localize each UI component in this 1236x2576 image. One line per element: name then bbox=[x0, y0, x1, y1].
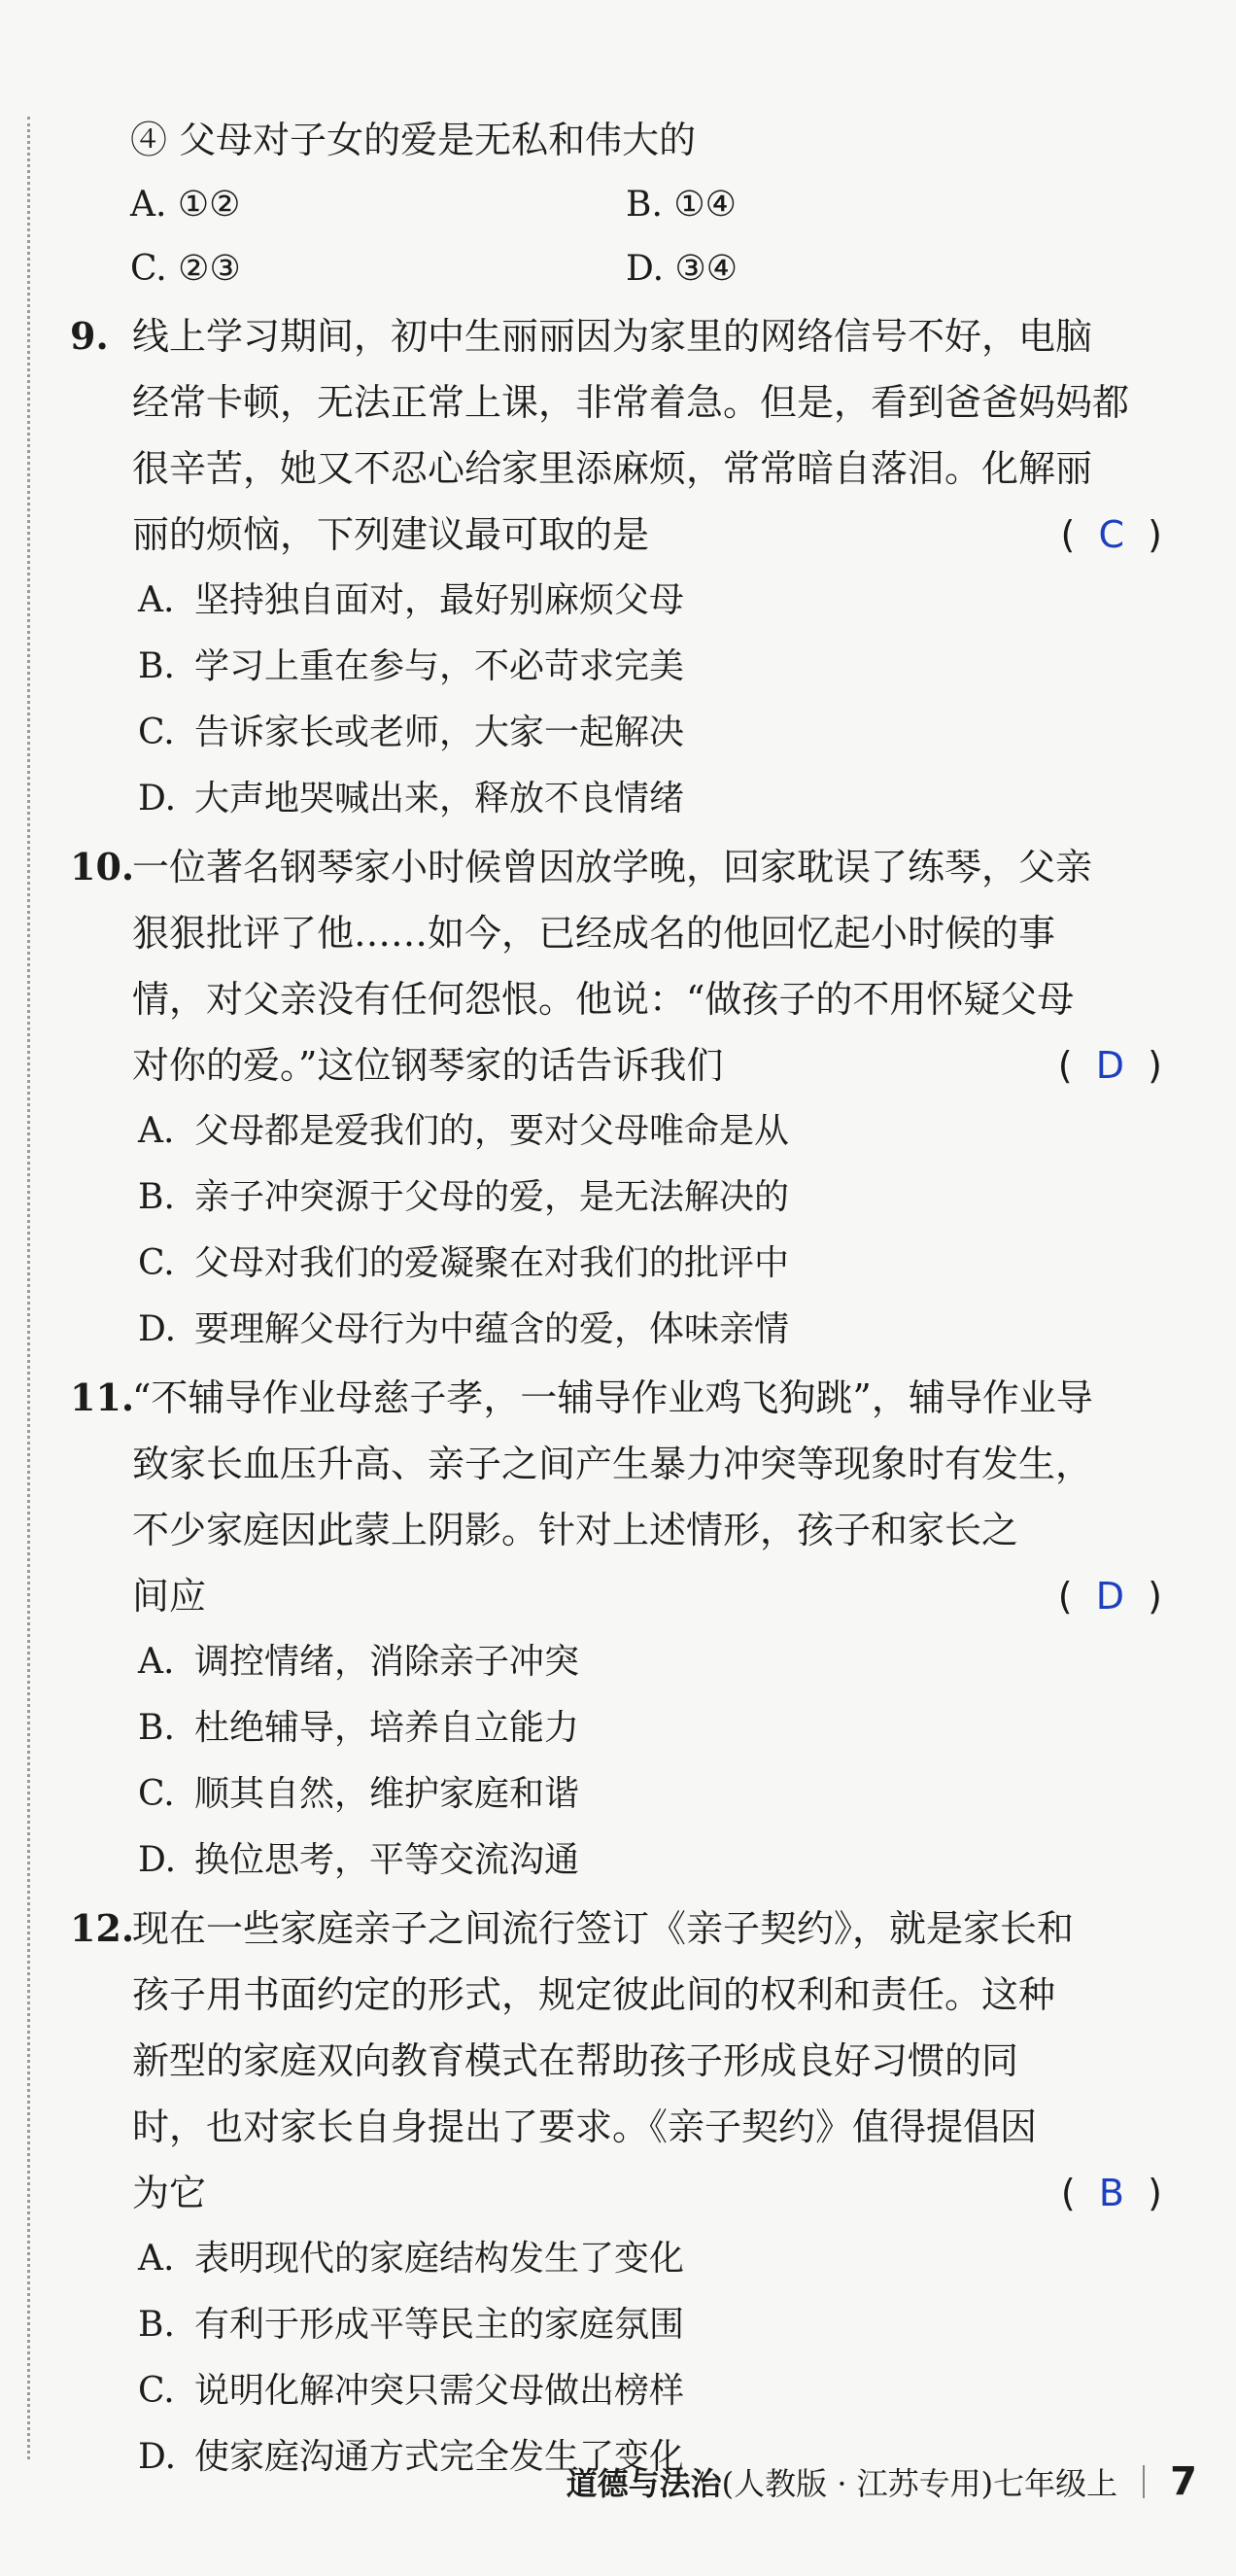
question-line: 间应 bbox=[132, 1575, 207, 1618]
option: D. 要理解父母行为中蕴含的爱，体味亲情 bbox=[138, 1309, 790, 1349]
option: B. 有利于形成平等民主的家庭氛围 bbox=[138, 2305, 685, 2345]
question-12 bbox=[70, 1896, 1168, 2490]
question-9 bbox=[70, 303, 1168, 832]
question-line: 孩子用书面约定的形式，规定彼此间的权利和责任。这种 bbox=[132, 1973, 1056, 2016]
page-number: 7 bbox=[1170, 2459, 1197, 2504]
prev-option-a: A. ①② bbox=[130, 185, 241, 225]
question-number: 10. bbox=[70, 845, 135, 888]
option: C. 告诉家长或老师，大家一起解决 bbox=[138, 713, 685, 752]
question-line: 时，也对家长自身提出了要求。《亲子契约》值得提倡因 bbox=[132, 2106, 1038, 2148]
option: C. 顺其自然，维护家庭和谐 bbox=[138, 1774, 580, 1814]
question-line: 现在一些家庭亲子之间流行签订《亲子契约》，就是家长和 bbox=[132, 1907, 1075, 1950]
prev-option-b: B. ①④ bbox=[626, 185, 737, 225]
question-line: 一位著名钢琴家小时候曾因放学晚，回家耽误了练琴，父亲 bbox=[132, 846, 1093, 888]
option: C. 说明化解冲突只需父母做出榜样 bbox=[138, 2371, 685, 2411]
question-line: 线上学习期间，初中生丽丽因为家里的网络信号不好，电脑 bbox=[132, 315, 1093, 358]
question-line: 很辛苦，她又不忍心给家里添麻烦，常常暗自落泪。化解丽 bbox=[132, 447, 1093, 490]
option: A. 父母都是爱我们的，要对父母唯命是从 bbox=[138, 1111, 790, 1151]
question-line: 经常卡顿，无法正常上课，非常着急。但是，看到爸爸妈妈都 bbox=[132, 381, 1130, 424]
answer-mark: ( C ) bbox=[1060, 513, 1162, 556]
prev-options-row-1 bbox=[130, 173, 1168, 237]
option: D. 大声地哭喊出来，释放不良情绪 bbox=[138, 779, 685, 818]
prev-option-d: D. ③④ bbox=[626, 249, 738, 289]
option: A. 表明现代的家庭结构发生了变化 bbox=[138, 2239, 685, 2279]
page-content bbox=[70, 107, 1168, 2490]
prev-option-c: C. ②③ bbox=[130, 249, 241, 289]
footer-divider bbox=[1143, 2465, 1145, 2498]
question-line: 情，对父亲没有任何怨恨。他说：“做孩子的不用怀疑父母 bbox=[132, 978, 1075, 1021]
prev-options-row-2 bbox=[130, 237, 1168, 301]
page-footer bbox=[0, 2459, 1236, 2504]
option: D. 换位思考，平等交流沟通 bbox=[138, 1840, 580, 1880]
option: B. 亲子冲突源于父母的爱，是无法解决的 bbox=[138, 1177, 790, 1217]
question-line: 丽的烦恼，下列建议最可取的是 bbox=[132, 513, 650, 556]
question-line: 狠狠批评了他……如今，已经成名的他回忆起小时候的事 bbox=[132, 912, 1056, 955]
option: C. 父母对我们的爱凝聚在对我们的批评中 bbox=[138, 1243, 790, 1283]
question-11 bbox=[70, 1365, 1168, 1894]
question-line: “不辅导作业母慈子孝，一辅导作业鸡飞狗跳”，辅导作业导 bbox=[132, 1376, 1093, 1419]
option: D. 使家庭沟通方式完全发生了变化 bbox=[138, 2437, 685, 2477]
question-line: 对你的爱。”这位钢琴家的话告诉我们 bbox=[132, 1044, 724, 1087]
answer-mark: ( D ) bbox=[1057, 1044, 1162, 1087]
option: B. 杜绝辅导，培养自立能力 bbox=[138, 1708, 580, 1748]
book-title: 道德与法治(人教版 · 江苏专用)七年级上 bbox=[566, 2465, 1118, 2502]
prev-item-4: ④ 父母对子女的爱是无私和伟大的 bbox=[130, 119, 697, 161]
option: A. 调控情绪，消除亲子冲突 bbox=[138, 1642, 580, 1682]
question-line: 致家长血压升高、亲子之间产生暴力冲突等现象时有发生， bbox=[132, 1443, 1093, 1485]
option: A. 坚持独自面对，最好别麻烦父母 bbox=[138, 580, 685, 620]
question-10 bbox=[70, 834, 1168, 1363]
question-number: 11. bbox=[70, 1375, 135, 1419]
question-number: 9. bbox=[70, 314, 109, 358]
question-line: 为它 bbox=[132, 2172, 207, 2214]
answer-mark: ( D ) bbox=[1057, 1575, 1162, 1618]
binding-margin bbox=[27, 117, 30, 2459]
question-line: 不少家庭因此蒙上阴影。针对上述情形，孩子和家长之 bbox=[132, 1509, 1019, 1551]
answer-mark: ( B ) bbox=[1060, 2172, 1162, 2214]
option: B. 学习上重在参与，不必苛求完美 bbox=[138, 646, 685, 686]
question-line: 新型的家庭双向教育模式在帮助孩子形成良好习惯的同 bbox=[132, 2039, 1019, 2082]
question-number: 12. bbox=[70, 1906, 135, 1950]
